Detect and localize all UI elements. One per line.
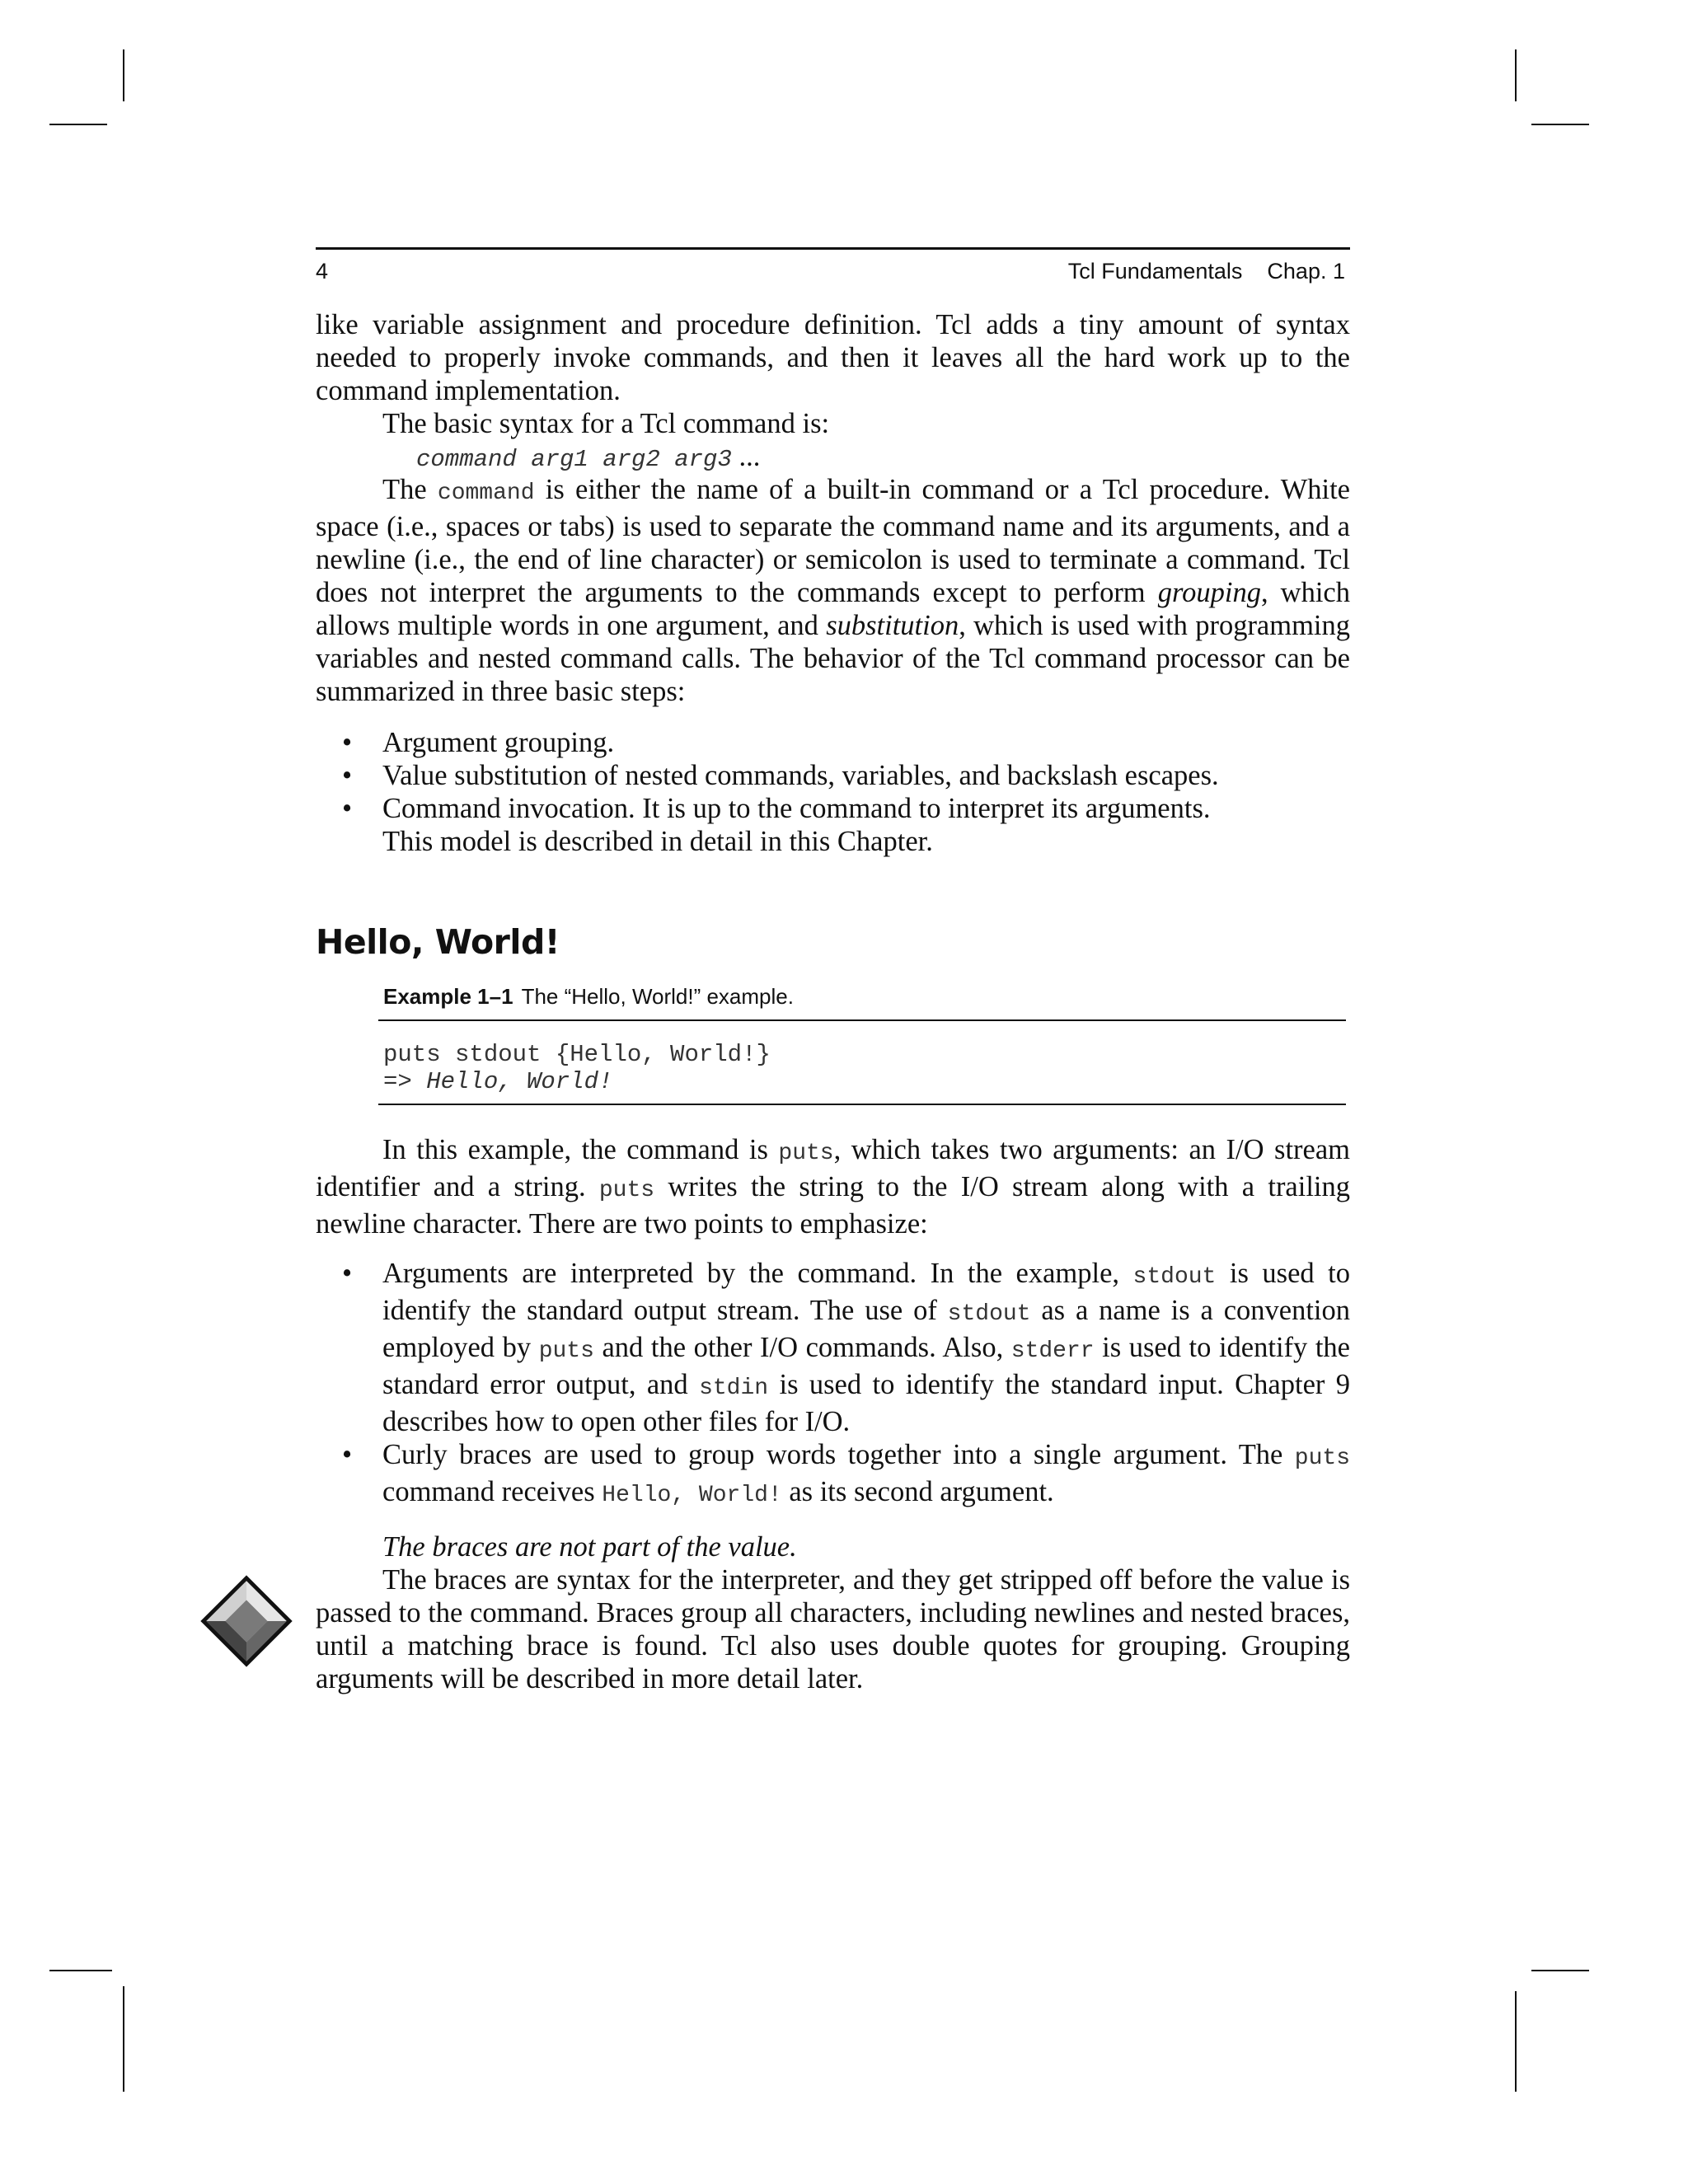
bullet: • (342, 793, 353, 824)
code-puts: puts (598, 1178, 655, 1203)
example-result-line: => Hello, World! (383, 1068, 613, 1095)
paragraph-puts: In this example, the command is puts, which takes two arguments: an I/O stream identifier and a string. puts writes the string to the I/O stream along with a trailing newline character. There are two points to emphasize: (316, 1134, 1351, 1240)
tip-text: The braces are syntax for the interpreter, and they get stripped off before the value is passed to the command. Braces group all characters, including newlines and nested braces, until a matching brace is found. Tcl also uses double quotes for grouping. Grouping arguments will be described in more detail later. (316, 1564, 1350, 1694)
diamond-tip-icon (199, 1573, 294, 1669)
example-caption (383, 983, 1346, 1010)
bullet: • (342, 727, 353, 758)
term-grouping: grouping (1157, 577, 1261, 608)
code-puts: puts (778, 1141, 834, 1166)
chapter-title: Tcl Fundamentals (1067, 259, 1243, 284)
list-item: • Value substitution of nested commands, variables, and backslash escapes. (342, 760, 1219, 791)
syntax-ellipsis: ... (738, 441, 761, 472)
crop-mark-bottom-right-v (1515, 1991, 1517, 2092)
example-box (378, 983, 1346, 1105)
points-list (316, 1257, 1350, 1512)
crop-mark-top-right-v (1515, 49, 1517, 101)
crop-mark-bottom-left-v (123, 1986, 124, 2092)
list-item: • Arguments are interpreted by the command. In the example, stdout is used to identify the standard output stream. The use of stdout as a name is a convention employed by puts and the other I/O commands. Also, stderr is used to identify the standard error output, and stdin is used to identify the standard input. Chapter 9 describes how to open other files for I/O. (342, 1258, 1351, 1437)
bullet: • (342, 1439, 353, 1470)
code-command: command (437, 480, 535, 506)
running-header (316, 259, 1350, 292)
list-item: • Curly braces are used to group words together into a single argument. The puts command receives Hello, World! as its second argument. (342, 1439, 1350, 1508)
example-code-line: puts stdout {Hello, World!} (383, 1041, 771, 1068)
example-label: Example 1–1 (383, 984, 513, 1009)
term-substitution: substitution (826, 610, 959, 641)
steps-list (316, 726, 1350, 825)
paragraph-intro: like variable assignment and procedure definition. Tcl adds a tiny amount of syntax needed to properly invoke commands, and then it leaves all the hard work up to the command implementation. (316, 309, 1350, 406)
body-text (316, 308, 1350, 1695)
crop-mark-bottom-left-h (49, 1970, 112, 1971)
crop-mark-top-left-v (123, 49, 124, 101)
crop-mark-top-right-h (1531, 124, 1589, 125)
tip-heading: The braces are not part of the value. (382, 1531, 797, 1563)
example-caption-text: The “Hello, World!” example. (521, 984, 794, 1009)
running-title (1068, 259, 1345, 284)
paragraph-model: This model is described in detail in this Chapter. (382, 826, 933, 857)
header-rule (316, 247, 1350, 250)
crop-mark-top-left-h (49, 124, 107, 125)
chapter-number: Chap. 1 (1267, 259, 1345, 284)
list-item: • Argument grouping. (342, 727, 615, 758)
paragraph-command-description: The command is either the name of a built-in command or a Tcl procedure. White space (i.e., spaces or tabs) is used to separate the command name and its arguments, and a newline (i.e., the end of line character) or semicolon is used to terminate a command. Tcl does not interpret the arguments to the commands except to perform grouping, which allows multiple words in one argument, and substitution, which is used with programming variables and nested command calls. The behavior of the Tcl command processor can be summarized in three basic steps: (316, 474, 1350, 707)
example-code-block (378, 1021, 1346, 1104)
tip-callout (316, 1530, 1350, 1695)
list-item: • Command invocation. It is up to the command to interpret its arguments. (342, 793, 1211, 824)
page-number: 4 (316, 259, 329, 284)
bullet: • (342, 1258, 353, 1289)
bullet: • (342, 760, 353, 791)
syntax-line (316, 440, 1350, 473)
paragraph-syntax-intro: The basic syntax for a Tcl command is: (382, 408, 830, 439)
section-heading: Hello, World! (316, 922, 560, 962)
syntax-code: command arg1 arg2 arg3 (416, 446, 732, 473)
crop-mark-bottom-right-h (1531, 1970, 1589, 1971)
